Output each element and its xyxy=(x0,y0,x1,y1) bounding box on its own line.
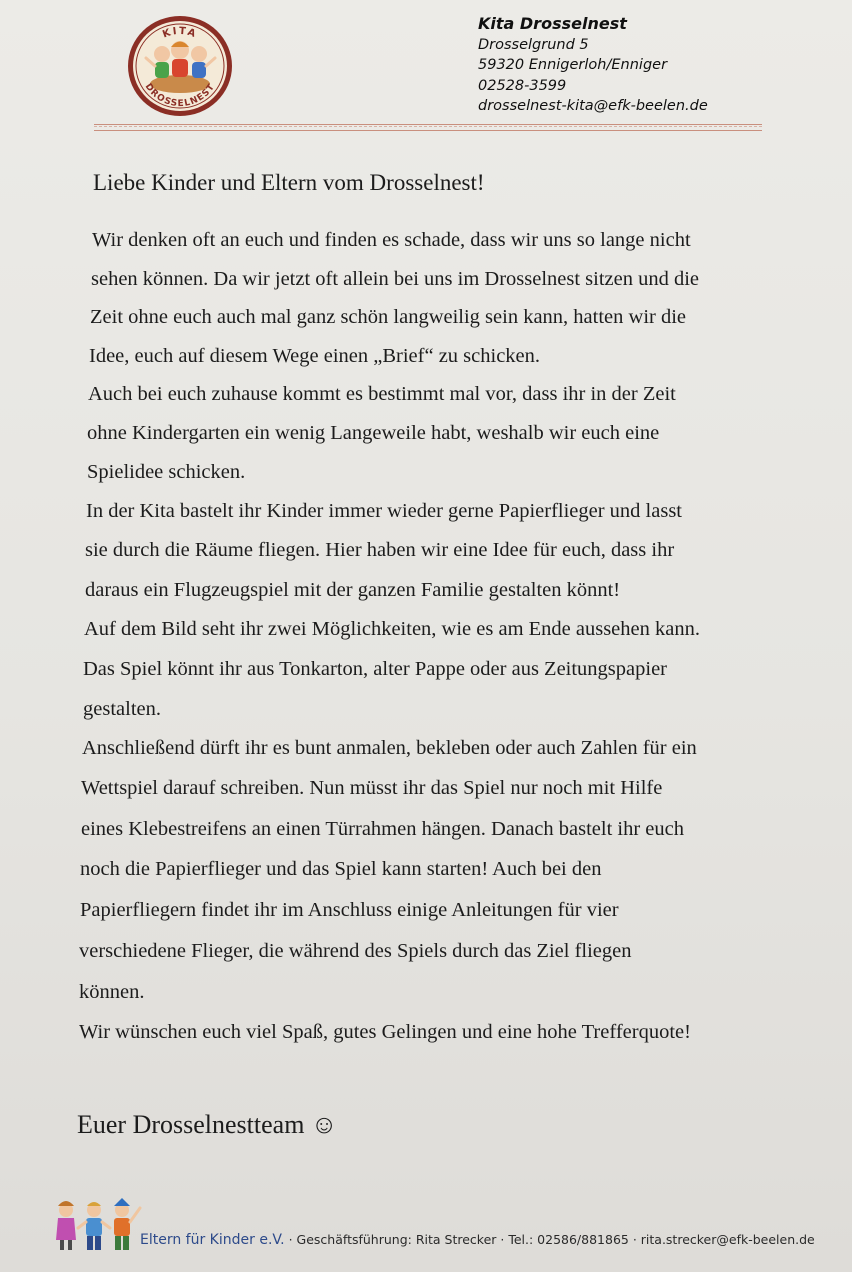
body-line: Papierfliegern findet ihr im Anschluss einige Anleitungen für vier xyxy=(80,899,619,921)
kita-name: Kita Drosselnest xyxy=(478,14,627,33)
body-line: können. xyxy=(79,981,145,1003)
body-line: Idee, euch auf diesem Wege einen „Brief“ zu schicken. xyxy=(89,345,541,367)
footer-text xyxy=(140,1232,815,1248)
kita-drosselnest-logo xyxy=(126,14,234,118)
letter-greeting: Liebe Kinder und Eltern vom Drosselnest! xyxy=(93,170,485,195)
body-line: eines Klebestreifens an einen Türrahmen hängen. Danach bastelt ihr euch xyxy=(81,818,684,840)
body-line: verschiedene Flieger, die während des Spiels durch das Ziel fliegen xyxy=(79,940,632,962)
body-line: noch die Papierflieger und das Spiel kann starten! Auch bei den xyxy=(80,858,602,880)
body-line: sehen können. Da wir jetzt oft allein bei uns im Drosselnest sitzen und die xyxy=(91,268,700,290)
letter-signoff: Euer Drosselnestteam ☺ xyxy=(77,1110,338,1139)
contact-block xyxy=(478,14,838,117)
contact-email: drosselnest-kita@efk-beelen.de xyxy=(478,98,708,114)
body-line: Auch bei euch zuhause kommt es bestimmt mal vor, dass ihr in der Zeit xyxy=(88,383,676,405)
logo-bottom-text: DROSSELNEST xyxy=(142,81,218,110)
body-line: daraus ein Flugzeugspiel mit der ganzen Familie gestalten könnt! xyxy=(85,579,621,601)
body-line: Wir wünschen euch viel Spaß, gutes Gelingen und eine hohe Trefferquote! xyxy=(79,1021,691,1043)
body-line: Wir denken oft an euch und finden es schade, dass wir uns so lange nicht xyxy=(92,229,691,251)
contact-street: Drosselgrund 5 xyxy=(478,36,589,53)
contact-city: 59320 Ennigerloh/Enniger xyxy=(478,57,668,73)
body-line: ohne Kindergarten ein wenig Langeweile habt, weshalb wir euch eine xyxy=(87,422,660,444)
body-line: gestalten. xyxy=(83,698,161,720)
footer-org: Eltern für Kinder e.V. xyxy=(140,1232,285,1248)
body-line: Wettspiel darauf schreiben. Nun müsst ihr das Spiel nur noch mit Hilfe xyxy=(81,777,663,799)
body-line: Zeit ohne euch auch mal ganz schön langweilig sein kann, hatten wir die xyxy=(90,306,687,328)
header-divider xyxy=(94,124,762,131)
body-line: Auf dem Bild seht ihr zwei Möglichkeiten, wie es am Ende aussehen kann. xyxy=(84,618,700,640)
body-line: Anschließend dürft ihr es bunt anmalen, bekleben oder auch Zahlen für ein xyxy=(82,737,697,759)
contact-phone: 02528-3599 xyxy=(478,77,567,94)
footer-details: · Geschäftsführung: Rita Strecker · Tel.: 02586/881865 · rita.strecker@efk-beelen.de xyxy=(284,1232,815,1247)
body-line: Spielidee schicken. xyxy=(87,461,246,483)
body-line: Das Spiel könnt ihr aus Tonkarton, alter Pappe oder aus Zeitungspapier xyxy=(83,658,668,680)
body-line: In der Kita bastelt ihr Kinder immer wieder gerne Papierflieger und lasst xyxy=(86,500,683,522)
kids-logo-icon xyxy=(52,1196,144,1254)
logo-top-text: KITA xyxy=(161,25,199,41)
body-line: sie durch die Räume fliegen. Hier haben wir eine Idee für euch, dass ihr xyxy=(85,539,675,561)
